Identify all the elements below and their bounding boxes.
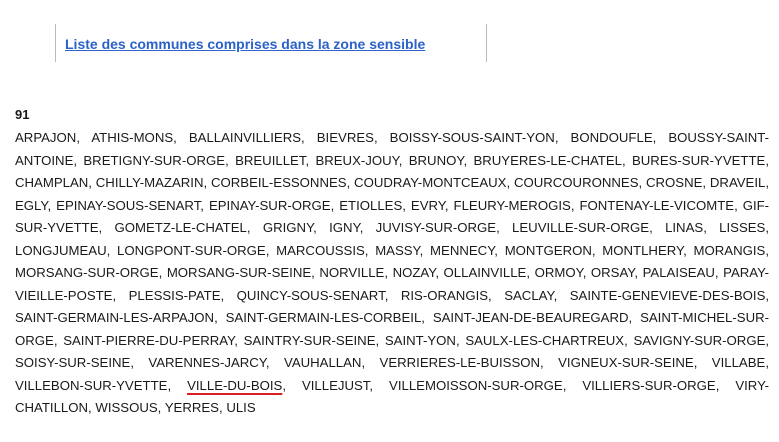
commune-name: VIRY-CHATILLON (15, 377, 770, 415)
commune-name: VERRIERES-LE-BUISSON (379, 355, 541, 370)
commune-name: SACLAY (504, 287, 554, 303)
commune-name: SAINT-YON (384, 332, 456, 348)
commune-name: YERRES (164, 400, 219, 415)
commune-name: FONTENAY-LE-VICOMTE (579, 197, 735, 213)
commune-name: VILLEBON-SUR-YVETTE (15, 377, 168, 393)
commune-name: ATHIS-MONS (91, 130, 174, 145)
commune-name: SAVIGNY-SUR-ORGE (633, 332, 766, 348)
commune-name: BOISSY-SOUS-SAINT-YON (389, 130, 555, 145)
commune-name: PARAY-VIEILLE-POSTE (15, 265, 770, 303)
commune-name: EGLY (15, 197, 48, 213)
commune-name: RIS-ORANGIS (400, 287, 489, 303)
commune-name: ORSAY (590, 265, 635, 280)
commune-name: MONTLHERY (602, 242, 684, 258)
commune-name: BIEVRES (316, 130, 374, 145)
commune-name: BOUSSY-SAINT-ANTOINE (15, 130, 770, 168)
commune-name-highlighted: VILLE-DU-BOIS (187, 377, 283, 393)
commune-name: BREUX-JOUY (315, 152, 399, 168)
commune-name: VAUHALLAN (284, 355, 362, 370)
commune-name: FLEURY-MEROGIS (453, 197, 571, 213)
commune-name: IGNY (329, 220, 360, 235)
commune-name: VILLEMOISSON-SUR-ORGE (389, 377, 563, 393)
communes-list-link[interactable]: Liste des communes comprises dans la zone sensible (65, 36, 426, 52)
commune-name: MORANGIS (693, 242, 766, 258)
commune-name: BRUNOY (408, 152, 464, 168)
commune-name: BREUILLET (235, 152, 306, 168)
commune-name: SAINT-GERMAIN-LES-ARPAJON (15, 310, 215, 325)
commune-name: CROSNE (645, 175, 703, 190)
commune-name: WISSOUS (95, 400, 158, 415)
commune-name: ARPAJON (15, 130, 77, 145)
commune-name: ETIOLLES (339, 197, 403, 213)
commune-name: MONTGERON (504, 242, 592, 258)
commune-name: JUVISY-SUR-ORGE (375, 220, 497, 235)
commune-name: ORMOY (534, 265, 583, 280)
commune-name: CHAMPLAN (15, 175, 89, 190)
commune-name: BRUYERES-LE-CHATEL (473, 152, 622, 168)
commune-name: VILLEJUST (301, 377, 370, 393)
commune-name: CHILLY-MAZARIN (95, 175, 204, 190)
commune-name: BONDOUFLE (570, 130, 653, 145)
commune-name: SAINT-JEAN-DE-BEAUREGARD (432, 310, 629, 325)
commune-name: SAINT-MICHEL-SUR-ORGE (15, 310, 770, 348)
commune-name: GIF-SUR-YVETTE (15, 197, 770, 235)
commune-name: SOISY-SUR-SEINE (15, 355, 131, 370)
commune-name: BURES-SUR-YVETTE (631, 152, 766, 168)
commune-name: GRIGNY (262, 220, 314, 235)
commune-name: MENNECY (430, 242, 495, 258)
commune-name: LISSES (719, 220, 766, 235)
commune-name: VARENNES-JARCY (148, 355, 266, 370)
communes-list: ARPAJON, ATHIS-MONS, BALLAINVILLIERS, BIEVRES, BOISSY-SOUS-SAINT-YON, BONDOUFLE, BOUSSY-SAINT-ANTOINE, BRETIGNY-SUR-ORGE, BREUILLET, BREUX-JOUY, BRUNOY, BRUYERES-LE-CHATEL, BURES-SUR-YVETTE, CHAMPLAN, CHILLY-MAZARIN, CORBEIL-ESSONNES, COUDRAY-MONTCEAUX, COURCOURONNES, CROSNE, DRAVEIL, EGLY, EPINAY-SOUS-SENART, EPINAY-SUR-ORGE, ETIOLLES, EVRY, FLEURY-MEROGIS, FONTENAY-LE-VICOMTE, GIF-SUR-YVETTE, GOMETZ-LE-CHATEL, GRIGNY, IGNY, JUVISY-SUR-ORGE, LEUVILLE-SUR-ORGE, LINAS, LISSES, LONGJUMEAU, LONGPONT-SUR-ORGE, MARCOUSSIS, MASSY, MENNECY, MONTGERON, MONTLHERY, MORANGIS, MORSANG-SUR-ORGE, MORSANG-SUR-SEINE, NORVILLE, NOZAY, OLLAINVILLE, ORMOY, ORSAY, PALAISEAU, PARAY-VIEILLE-POSTE, PLESSIS-PATE, QUINCY-SOUS-SENART, RIS-ORANGIS, SACLAY, SAINTE-GENEVIEVE-DES-BOIS, SAINT-GERMAIN-LES-ARPAJON, SAINT-GERMAIN-LES-CORBEIL, SAINT-JEAN-DE-BEAUREGARD, SAINT-MICHEL-SUR-ORGE, SAINT-PIERRE-DU-PERRAY, SAINTRY-SUR-SEINE, SAINT-YON, SAULX-LES-CHARTREUX, SAVIGNY-SUR-ORGE, SOISY-SUR-SEINE, VARENNES-JARCY, VAUHALLAN, VERRIERES-LE-BUISSON, VIGNEUX-SUR-SEINE, VILLABE, VILLEBON-SUR-YVETTE, VILLE-DU-BOIS, VILLEJUST, VILLEMOISSON-SUR-ORGE, VILLIERS-SUR-ORGE, VIRY-CHATILLON, WISSOUS, YERRES, ULIS (15, 130, 770, 415)
commune-name: EPINAY-SOUS-SENART (56, 197, 201, 213)
commune-name: MORSANG-SUR-ORGE (15, 265, 159, 280)
commune-name: GOMETZ-LE-CHATEL (114, 220, 247, 235)
commune-name: NOZAY (392, 265, 436, 280)
commune-name: SAINTRY-SUR-SEINE (243, 332, 376, 348)
commune-name: LONGPONT-SUR-ORGE (116, 242, 266, 258)
commune-name: VILLABE (711, 355, 766, 370)
commune-name: EVRY (410, 197, 445, 213)
commune-name: SAULX-LES-CHARTREUX (465, 332, 625, 348)
commune-name: NORVILLE (319, 265, 385, 280)
commune-name: SAINT-PIERRE-DU-PERRAY (63, 332, 235, 348)
commune-name: SAINT-GERMAIN-LES-CORBEIL (225, 310, 422, 325)
commune-name: MARCOUSSIS (276, 242, 365, 258)
commune-name: VILLIERS-SUR-ORGE (582, 377, 716, 393)
commune-name: PLESSIS-PATE (128, 287, 221, 303)
commune-name: LEUVILLE-SUR-ORGE (512, 220, 650, 235)
commune-name: SAINTE-GENEVIEVE-DES-BOIS (569, 287, 766, 303)
commune-name: QUINCY-SOUS-SENART (236, 287, 385, 303)
commune-name: COURCOURONNES (513, 175, 639, 190)
commune-name: COUDRAY-MONTCEAUX (354, 175, 507, 190)
commune-name: MASSY (375, 242, 420, 258)
commune-name: LONGJUMEAU (15, 242, 107, 258)
commune-name: OLLAINVILLE (443, 265, 527, 280)
commune-name: PALAISEAU (642, 265, 715, 280)
commune-name: CORBEIL-ESSONNES (210, 175, 347, 190)
link-container (55, 24, 487, 62)
commune-name: LINAS (665, 220, 704, 235)
commune-name: BRETIGNY-SUR-ORGE (83, 152, 226, 168)
commune-name: VIGNEUX-SUR-SEINE (558, 355, 694, 370)
commune-name: ULIS (226, 400, 256, 415)
commune-name: EPINAY-SUR-ORGE (208, 197, 331, 213)
commune-name: MORSANG-SUR-SEINE (166, 265, 312, 280)
commune-name: BALLAINVILLIERS (188, 130, 302, 145)
commune-name: DRAVEIL (709, 175, 766, 190)
department-code: 91 (15, 107, 30, 122)
